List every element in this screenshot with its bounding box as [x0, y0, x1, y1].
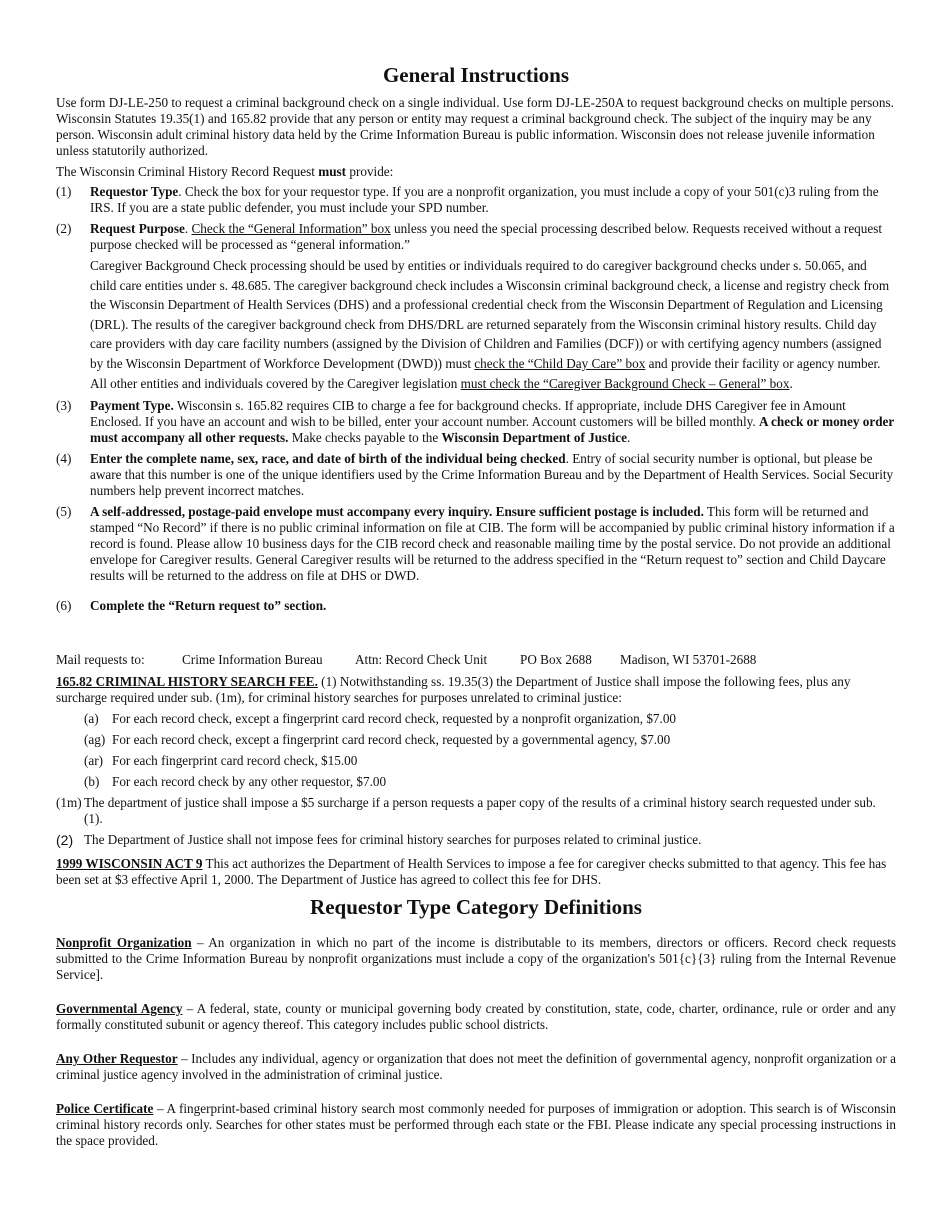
mail-attention: Attn: Record Check Unit [355, 652, 488, 668]
requirements-lead: The Wisconsin Criminal History Record Request must provide: [56, 164, 394, 179]
definition-police-certificate: Police Certificate – A fingerprint-based criminal history search most commonly needed for purposes of immigration or adoption. This search is of Wisconsin criminal history records only. Searches for other states must be performed through each state or the FBI. Please indicate any special processing instructions in the space provided. [56, 1101, 896, 1149]
mail-city: Madison, WI 53701-2688 [620, 652, 757, 668]
item-number: (4) [56, 451, 72, 467]
fee-item: (ar) For each fingerprint card record check, $15.00 [84, 753, 358, 769]
caregiver-paragraph: Caregiver Background Check processing should be used by entities or individuals required to do caregiver background checks under s. 50.065, and child care entities under s. 48.685. The caregiver background check includes a Wisconsin criminal background check, a license and registry check from the Wisconsin Department of Health Services (DHS) and a professional credential check from the Wisconsin Department of Regulation and Licensing (DRL). The results of the caregiver background check from DHS/DRL are returned separately from the Wisconsin criminal history results. Child day care providers with day care facility numbers (assigned by the Division of Children and Families (DCF)) or with certifying agency numbers (assigned by the Wisconsin Department of Workforce Development (DWD)) must check the “Child Day Care” box and provide their facility or agency number. All other entities and individuals covered by the Caregiver legislation must check the “Caregiver Background Check – General” box. [90, 258, 890, 391]
item-return-request [56, 598, 896, 614]
mail-po-box: PO Box 2688 [520, 652, 592, 668]
definition-other: Any Other Requestor – Includes any individual, agency or organization that does not meet the definition of governmental agency, nonprofit organization or a criminal justice agency involved in the administration of criminal justice. [56, 1051, 896, 1083]
fee-item: (ag) For each record check, except a fingerprint card record check, requested by a governmental agency, $7.00 [84, 732, 671, 748]
act-paragraph: 1999 WISCONSIN ACT 9 This act authorizes the Department of Health Services to impose a fee for caregiver checks submitted to that agency. This fee has been set at $3 effective April 1, 2000. The Department of Justice has agreed to collect this fee for DHS. [56, 856, 887, 888]
page-title: General Instructions [382, 63, 570, 87]
fee-surcharge: (1m) The department of justice shall impose a $5 surcharge if a person requests a paper copy of the results of a criminal history search requested under sub. (1). [56, 795, 876, 827]
item-subject-details: (4) Enter the complete name, sex, race, and date of birth of the individual being checked. Entry of social security number is optional, but please be aware that this number is one of the unique identifiers used by the Crime Information Bureau and by the Department of Health Services. Social Security numbers help prevent incorrect matches. [56, 451, 894, 499]
fee-item: (b) For each record check by any other requestor, $7.00 [84, 774, 387, 790]
item-requestor-type: (1) Requestor Type. Check the box for your requestor type. If you are a nonprofit organization, you must include a copy of your 501(c)3 ruling from the IRS. If you are a state public defender, you must include your SPD number. [56, 184, 879, 215]
definition-nonprofit: Nonprofit Organization – An organization in which no part of the income is distributable to its members, directors or officers. Record check requests submitted to the Crime Information Bureau by nonprofit organizations must include a copy of the organization's 501{c}{3} ruling from the Internal Revenue Service]. [56, 935, 897, 983]
fee-statute: 165.82 CRIMINAL HISTORY SEARCH FEE. (1) Notwithstanding ss. 19.35(3) the Department of Justice shall impose the following fees, plus any surcharge required under sub. (1m), for criminal history searches for purposes unrelated to criminal justice: [56, 674, 851, 706]
mailing-address [56, 652, 896, 668]
item-request-purpose: (2) Request Purpose. Check the “General Information” box unless you need the special processing described below. Requests received without a request purpose checked will be processed as “general information.” Caregiver Background Check processing should be used by entities or individuals required to do caregiver background checks under s. 50.065, and child care entities under s. 48.685. The caregiver background check includes a Wisconsin criminal background check, a license and registry check from the Wisconsin Department of Health Services (DHS) and a professional credential check from the Wisconsin Department of Regulation and Licensing (DRL). The results of the caregiver background check from DHS/DRL are returned separately from the Wisconsin criminal history results. Child day care providers with day care facility numbers (assigned by the Division of Children and Families (DCF)) or with certifying agency numbers (assigned by the Wisconsin Department of Workforce Development (DWD)) must check the “Child Day Care” box and provide their facility or agency number. All other entities and individuals covered by the Caregiver legislation must check the “Caregiver Background Check – General” box. [56, 221, 896, 393]
intro-paragraph: Use form DJ-LE-250 to request a criminal background check on a single individual. Use form DJ-LE-250A to request background checks on multiple persons. Wisconsin Statutes 19.35(1) and 165.82 provide that any person or entity may request a criminal background check. The subject of the inquiry may be any person. Wisconsin adult criminal history data held by the Crime Information Bureau is public information. Wisconsin does not release juvenile information unless statutorily authorized. [56, 95, 894, 158]
mail-bureau: Crime Information Bureau [182, 652, 323, 668]
item-number: (2) [56, 221, 72, 236]
item-heading: Payment Type. [90, 398, 174, 414]
item-heading: Requestor Type [90, 184, 179, 199]
item-number: (1) [56, 184, 72, 199]
item-heading: Enter the complete name, sex, race, and date of birth of the individual being checked [90, 451, 566, 467]
fee-exemption: (2) The Department of Justice shall not impose fees for criminal history searches for purposes related to criminal justice. [56, 832, 702, 849]
item-heading: A self-addressed, postage-paid envelope must accompany every inquiry. Ensure sufficient postage is included. [90, 504, 704, 520]
definition-governmental: Governmental Agency – A federal, state, county or municipal governing body created by constitution, state, code, charter, ordinance, rule or order and any formally constituted subunit or agency thereof. This category includes public school districts. [56, 1001, 896, 1033]
item-heading: Complete the “Return request to” section. [90, 598, 327, 614]
definitions-title: Requestor Type Category Definitions [310, 895, 642, 920]
item-payment-type: (3) Payment Type. Wisconsin s. 165.82 requires CIB to charge a fee for background checks. If appropriate, include DHS Caregiver fee in Amount Enclosed. If you have an account and wish to be billed, enter your account number. Account customers will be billed monthly. A check or money order must accompany all other requests. Make checks payable to the Wisconsin Department of Justice. [56, 398, 894, 446]
item-envelope: (5) A self-addressed, postage-paid envelope must accompany every inquiry. Ensure sufficient postage is included. This form will be returned and stamped “No Record” if there is no public criminal information on file at CIB. The form will be accompanied by public criminal history information if a record is found. Please allow 10 business days for the CIB record check and reasonable mailing time by the postal service. Do not provide an additional envelope for Caregiver results. General Caregiver results will be returned to the address specified in the “Return request to” section and Child Daycare results will be returned to the address on file at DHS or DWD. [56, 504, 895, 584]
mail-label: Mail requests to: [56, 652, 145, 668]
item-number: (5) [56, 504, 72, 520]
item-heading: Request Purpose [90, 221, 185, 236]
fee-item: (a) For each record check, except a fingerprint card record check, requested by a nonprofit organization, $7.00 [84, 711, 677, 727]
instructions-page [56, 62, 896, 1167]
item-number: (3) [56, 398, 72, 414]
item-number: (6) [56, 598, 72, 614]
